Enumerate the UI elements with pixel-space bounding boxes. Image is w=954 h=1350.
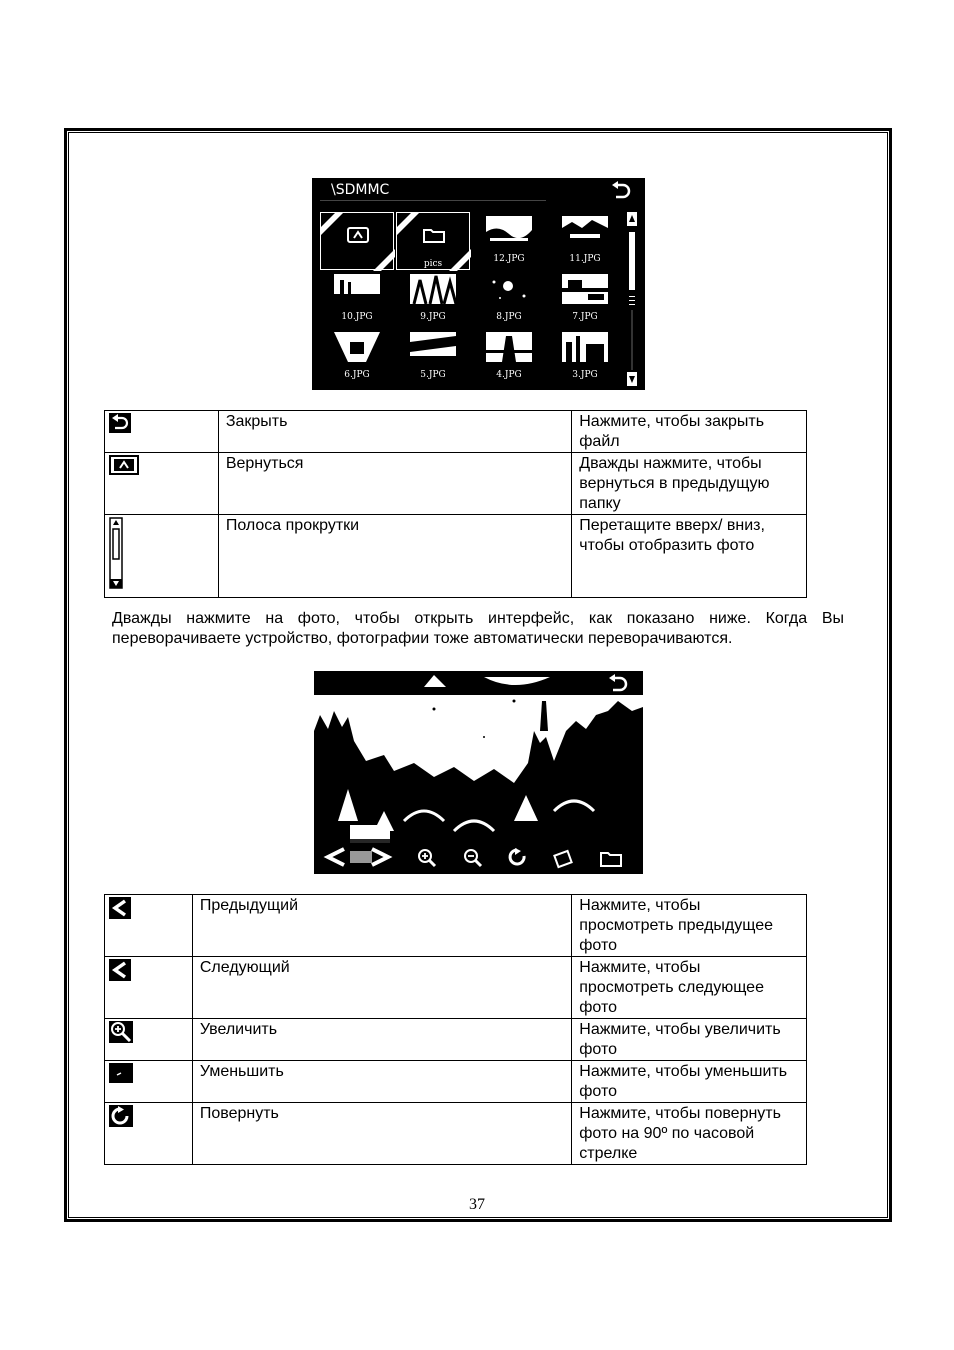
item-label: 6.JPG	[344, 370, 370, 380]
thumbnail-grid	[318, 210, 624, 390]
photo-tile[interactable]	[472, 328, 546, 386]
control-name: Полоса прокрутки	[218, 515, 571, 598]
item-label: 10.JPG	[341, 312, 373, 322]
table-row	[105, 411, 807, 453]
photo-tile[interactable]	[472, 270, 546, 328]
photo-thumbnail	[486, 216, 532, 246]
photo-tile[interactable]	[396, 328, 470, 386]
icon-cell	[105, 515, 219, 598]
control-description: Нажмите, чтобы уменьшить фото	[572, 1061, 807, 1103]
photo-tile[interactable]	[548, 328, 622, 386]
photo-tile[interactable]	[320, 270, 394, 328]
photo-thumbnail	[562, 216, 608, 246]
photo-thumbnail	[410, 274, 456, 304]
item-label: 12.JPG	[493, 254, 525, 264]
icon-cell	[105, 1061, 193, 1103]
scroll-thumb	[629, 232, 635, 290]
photo-tile[interactable]	[472, 212, 546, 270]
photo-thumbnail	[562, 332, 608, 362]
table-row	[105, 1103, 807, 1165]
icon-cell	[105, 411, 219, 453]
icon-cell	[105, 895, 193, 957]
icon-cell	[105, 1103, 193, 1165]
current-path: \SDMMC	[331, 182, 390, 198]
icon-cell	[105, 453, 219, 515]
control-description: Нажмите, чтобы закрыть файл	[572, 411, 807, 453]
header-divider	[320, 200, 546, 201]
control-description: Нажмите, чтобы повернуть фото на 90º по часовой стрелке	[572, 1103, 807, 1165]
next-icon	[109, 959, 131, 981]
item-label: 11.JPG	[569, 254, 601, 264]
photo-tile[interactable]	[320, 328, 394, 386]
item-label: 5.JPG	[420, 370, 446, 380]
icon-cell	[105, 957, 193, 1019]
control-description: Нажмите, чтобы просмотреть следующее фото	[572, 957, 807, 1019]
item-label: 3.JPG	[572, 370, 598, 380]
table-row	[105, 515, 807, 598]
item-label: 9.JPG	[420, 312, 446, 322]
table-row	[105, 1061, 807, 1103]
control-description: Нажмите, чтобы увеличить фото	[572, 1019, 807, 1061]
table-row	[105, 453, 807, 515]
photo-viewer-screenshot	[314, 671, 643, 874]
zoom-out-icon	[109, 1063, 133, 1083]
photo-thumbnail	[562, 274, 608, 304]
item-label: pics	[423, 259, 443, 269]
control-name: Предыдущий	[192, 895, 571, 957]
control-description: Дважды нажмите, чтобы вернуться в предыдущую папку	[572, 453, 807, 515]
zoom-in-icon	[109, 1021, 133, 1043]
item-label: 4.JPG	[496, 370, 522, 380]
photo-tile[interactable]	[548, 212, 622, 270]
table-row	[105, 1019, 807, 1061]
previous-icon	[109, 897, 131, 919]
folder-tile-pics[interactable]	[396, 212, 470, 270]
up-folder-icon	[109, 455, 139, 475]
photo-thumbnail	[486, 274, 532, 304]
scrollbar[interactable]	[625, 210, 639, 388]
up-folder-icon	[347, 227, 369, 243]
control-name: Вернуться	[218, 453, 571, 515]
photo-thumbnail	[410, 332, 456, 362]
up-folder-tile[interactable]	[320, 212, 394, 270]
rotate-icon	[109, 1105, 133, 1127]
file-browser-screenshot	[312, 178, 645, 390]
folder-icon	[423, 227, 445, 243]
control-name: Закрыть	[218, 411, 571, 453]
control-name: Увеличить	[192, 1019, 571, 1061]
browser-controls-table	[104, 410, 807, 598]
control-description: Перетащите вверх/ вниз, чтобы отобразить фото	[572, 515, 807, 598]
item-label: 7.JPG	[572, 312, 598, 322]
control-name: Повернуть	[192, 1103, 571, 1165]
photo-thumbnail	[486, 332, 532, 362]
photo-thumbnail	[334, 274, 380, 304]
control-name: Уменьшить	[192, 1061, 571, 1103]
table-row	[105, 957, 807, 1019]
instruction-paragraph: Дважды нажмите на фото, чтобы открыть интерфейс, как показано ниже. Когда Вы переворачиваете устройство, фотографии тоже автоматически переворачиваются.	[112, 610, 844, 647]
item-label: 8.JPG	[496, 312, 522, 322]
return-icon[interactable]	[610, 180, 632, 200]
photo-tile[interactable]	[396, 270, 470, 328]
viewer-controls-table	[104, 894, 807, 1165]
icon-cell	[105, 1019, 193, 1061]
page-number: 37	[469, 1196, 485, 1213]
table-row	[105, 895, 807, 957]
photo-tile[interactable]	[548, 270, 622, 328]
control-name: Следующий	[192, 957, 571, 1019]
viewer-top-bar	[314, 671, 643, 695]
photo-thumbnail	[334, 332, 380, 362]
scrollbar-icon	[109, 517, 123, 589]
control-description: Нажмите, чтобы просмотреть предыдущее фото	[572, 895, 807, 957]
return-icon	[109, 413, 131, 433]
